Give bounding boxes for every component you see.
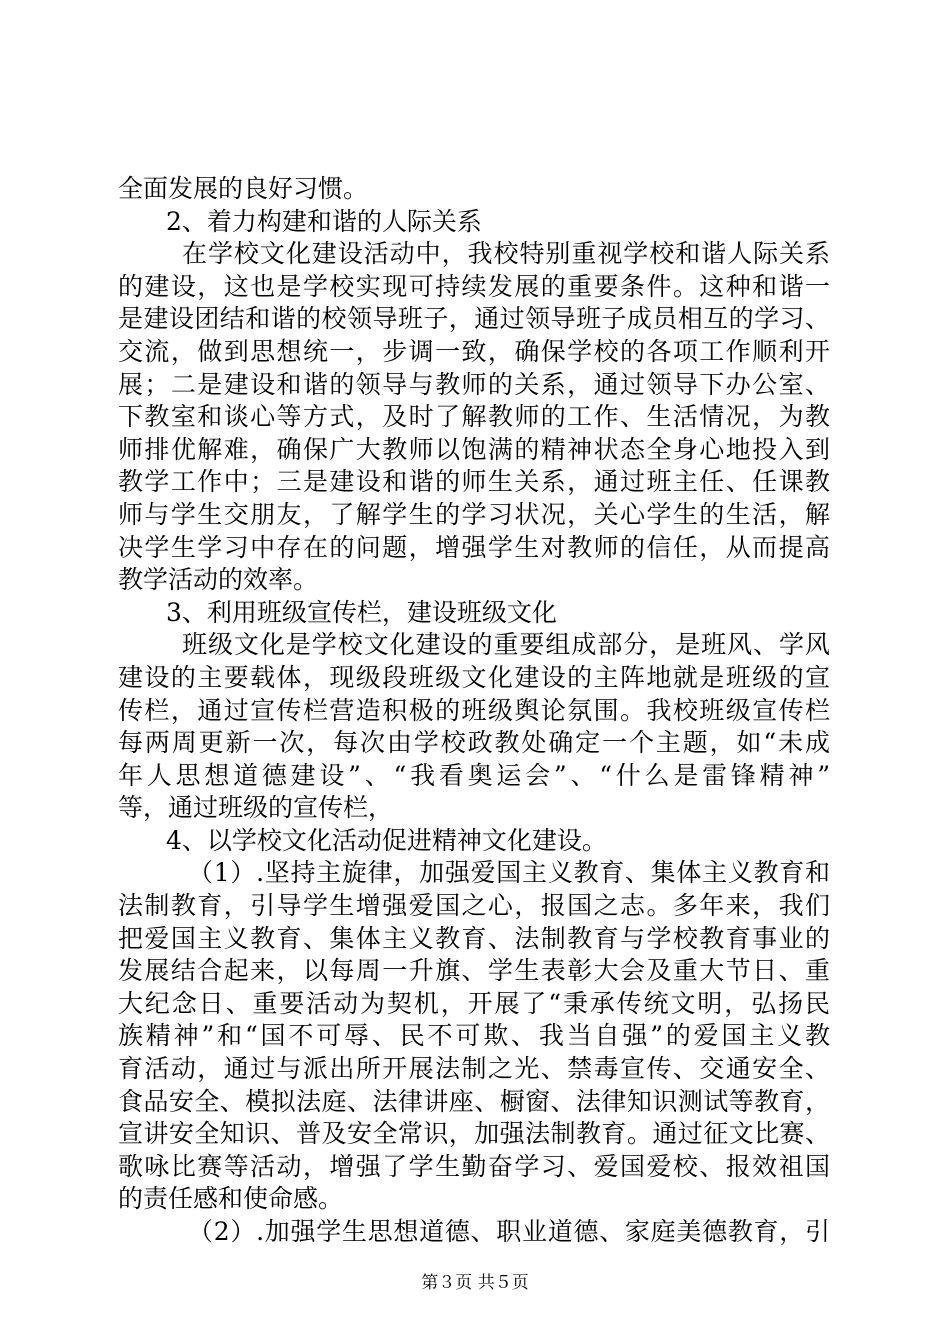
text-line: 在学校文化建设活动中，我校特别重视学校和谐人际关系 (182, 239, 830, 269)
text-line: 交流，做到思想统一，步调一致，确保学校的各项工作顺利开 (118, 336, 830, 366)
text-line: 食品安全、模拟法庭、法律讲座、橱窗、法律知识测试等教育， (118, 1086, 830, 1116)
text-line: 年人思想道德建设”、“我看奥运会”、“什么是雷锋精神” (118, 760, 830, 790)
section-heading: 4、以学校文化活动促进精神文化建设。 (166, 825, 607, 855)
text-line: 教学活动的效率。 (118, 565, 319, 595)
text-line: 发展结合起来，以每周一升旗、学生表彰大会及重大节日、重 (118, 956, 830, 986)
text-line: 师排优解难，确保广大教师以饱满的精神状态全身心地投入到 (118, 434, 830, 464)
text-line: 大纪念日、重要活动为契机，开展了“秉承传统文明，弘扬民 (118, 988, 830, 1018)
text-line: 展；二是建设和谐的领导与教师的关系，通过领导下办公室、 (118, 369, 830, 399)
text-line: 教学工作中；三是建设和谐的师生关系，通过班主任、任课教 (118, 467, 830, 497)
text-line: 传栏，通过宣传栏营造积极的班级舆论氛围。我校班级宣传栏 (118, 695, 830, 725)
text-line: （1）.坚持主旋律，加强爱国主义教育、集体主义教育和 (188, 858, 830, 888)
text-line: 师与学生交朋友，了解学生的学习状况，关心学生的生活，解 (118, 499, 830, 529)
page-footer: 第３页 共５页 (421, 1273, 529, 1293)
text-line: 宣讲安全知识、普及安全常识，加强法制教育。通过征文比赛、 (118, 1119, 830, 1149)
text-line: 等，通过班级的宣传栏， (118, 793, 394, 823)
text-line: 决学生学习中存在的问题，增强学生对教师的信任，从而提高 (118, 532, 830, 562)
text-line: 班级文化是学校文化建设的重要组成部分，是班风、学风 (182, 630, 830, 660)
text-line: 下教室和谈心等方式，及时了解教师的工作、生活情况，为教 (118, 402, 830, 432)
text-line: 全面发展的良好习惯。 (118, 174, 369, 203)
text-line: 每两周更新一次，每次由学校政教处确定一个主题，如“未成 (118, 728, 830, 758)
text-line: （2）.加强学生思想道德、职业道德、家庭美德教育，引 (188, 1217, 830, 1246)
document-body (118, 173, 830, 1249)
text-line: 歌咏比赛等活动，增强了学生勤奋学习、爱国爱校、报效祖国 (118, 1151, 830, 1181)
text-line: 法制教育，引导学生增强爱国之心，报国之志。多年来，我们 (118, 891, 830, 921)
text-line: 族精神”和“国不可辱、民不可欺、我当自强”的爱国主义教 (118, 1021, 830, 1051)
text-line: 把爱国主义教育、集体主义教育、法制教育与学校教育事业的 (118, 923, 830, 953)
text-line: 的建设，这也是学校实现可持续发展的重要条件。这种和谐一 (118, 271, 830, 301)
section-heading: 2、着力构建和谐的人际关系 (166, 206, 482, 236)
text-line: 建设的主要载体，现级段班级文化建设的主阵地就是班级的宣 (118, 662, 830, 692)
text-line: 育活动，通过与派出所开展法制之光、禁毒宣传、交通安全、 (118, 1054, 830, 1084)
text-line: 的责任感和使命感。 (118, 1184, 344, 1214)
section-heading: 3、利用班级宣传栏，建设班级文化 (166, 597, 557, 627)
text-line: 是建设团结和谐的校领导班子，通过领导班子成员相互的学习、 (118, 304, 830, 334)
